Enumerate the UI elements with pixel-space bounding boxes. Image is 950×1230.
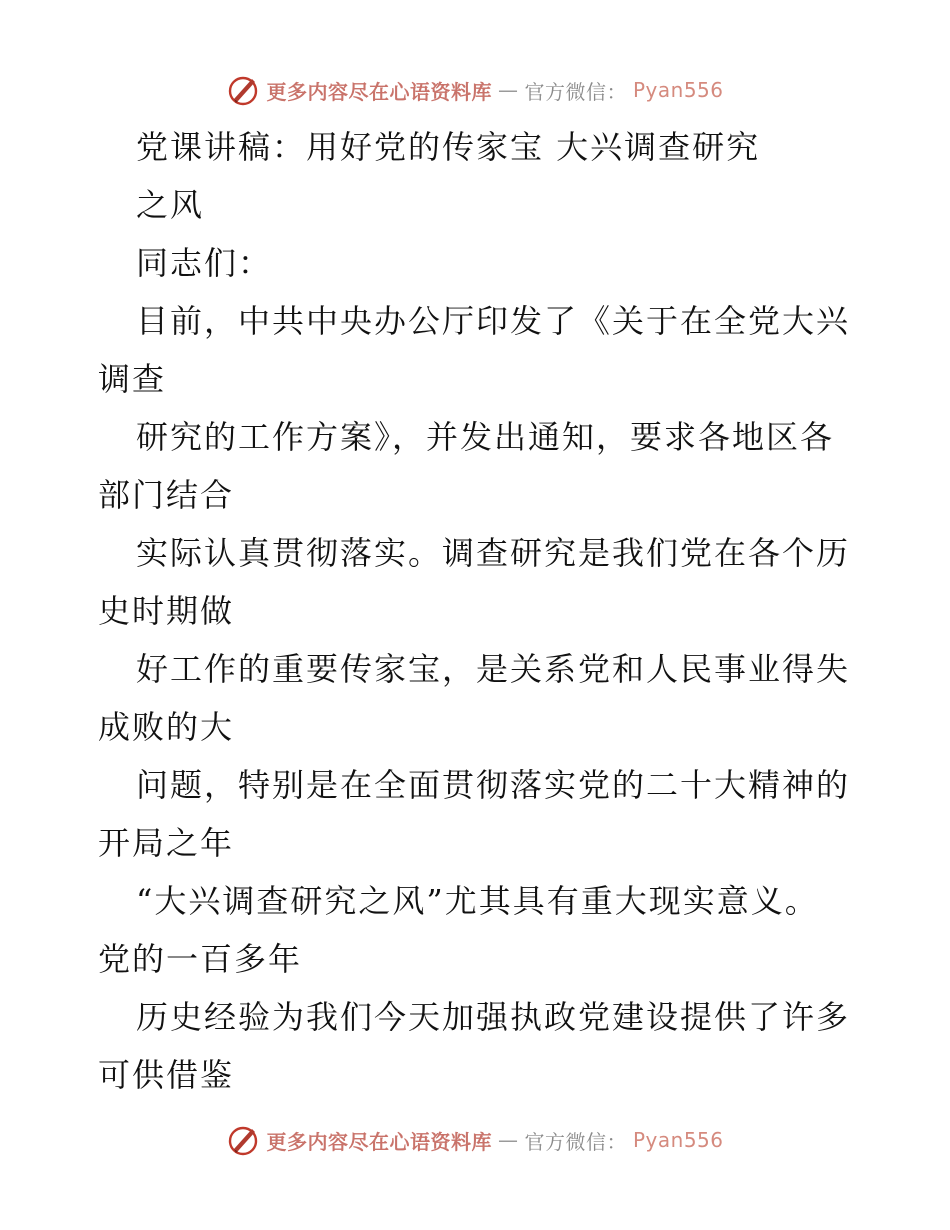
document-line: 部门结合 (98, 476, 235, 514)
banner-main-text: 更多内容尽在心语资料库 (266, 1129, 492, 1154)
document-line: 党课讲稿：用好党的传家宝 大兴调查研究 (136, 128, 761, 166)
document-line: “大兴调查研究之风”尤其具有重大现实意义。 (136, 882, 819, 920)
document-line: 实际认真贯彻落实。调查研究是我们党在各个历 (136, 534, 851, 572)
document-line: 开局之年 (98, 824, 235, 862)
banner-separator: — (497, 1128, 519, 1152)
document-line: 史时期做 (98, 592, 235, 630)
document-line: 研究的工作方案》，并发出通知，要求各地区各 (136, 418, 835, 456)
document-line: 好工作的重要传家宝，是关系党和人民事业得失 (136, 650, 851, 688)
banner-wechat-label: 官方微信： (524, 1129, 627, 1154)
banner-wechat-id: Pyan556 (632, 1128, 724, 1152)
document-line: 目前，中共中央办公厅印发了《关于在全党大兴 (136, 302, 851, 340)
document-body (98, 118, 858, 1104)
document-line: 调查 (98, 360, 167, 398)
banner-wechat-label: 官方微信： (524, 79, 627, 104)
document-line: 之风 (136, 186, 205, 224)
document-line: 可供借鉴 (98, 1056, 235, 1094)
banner-main-text: 更多内容尽在心语资料库 (266, 79, 492, 104)
page-header-banner (0, 70, 950, 110)
banner-separator: — (497, 78, 519, 102)
quill-pen-logo-icon (226, 1123, 260, 1157)
document-line: 同志们： (136, 244, 273, 282)
document-line: 问题，特别是在全面贯彻落实党的二十大精神的 (136, 766, 851, 804)
quill-pen-logo-icon (226, 73, 260, 107)
document-line: 成败的大 (98, 708, 235, 746)
page-footer-banner (0, 1120, 950, 1160)
banner-wechat-id: Pyan556 (632, 78, 724, 102)
document-line: 党的一百多年 (98, 940, 303, 978)
document-line: 历史经验为我们今天加强执政党建设提供了许多 (136, 998, 851, 1036)
